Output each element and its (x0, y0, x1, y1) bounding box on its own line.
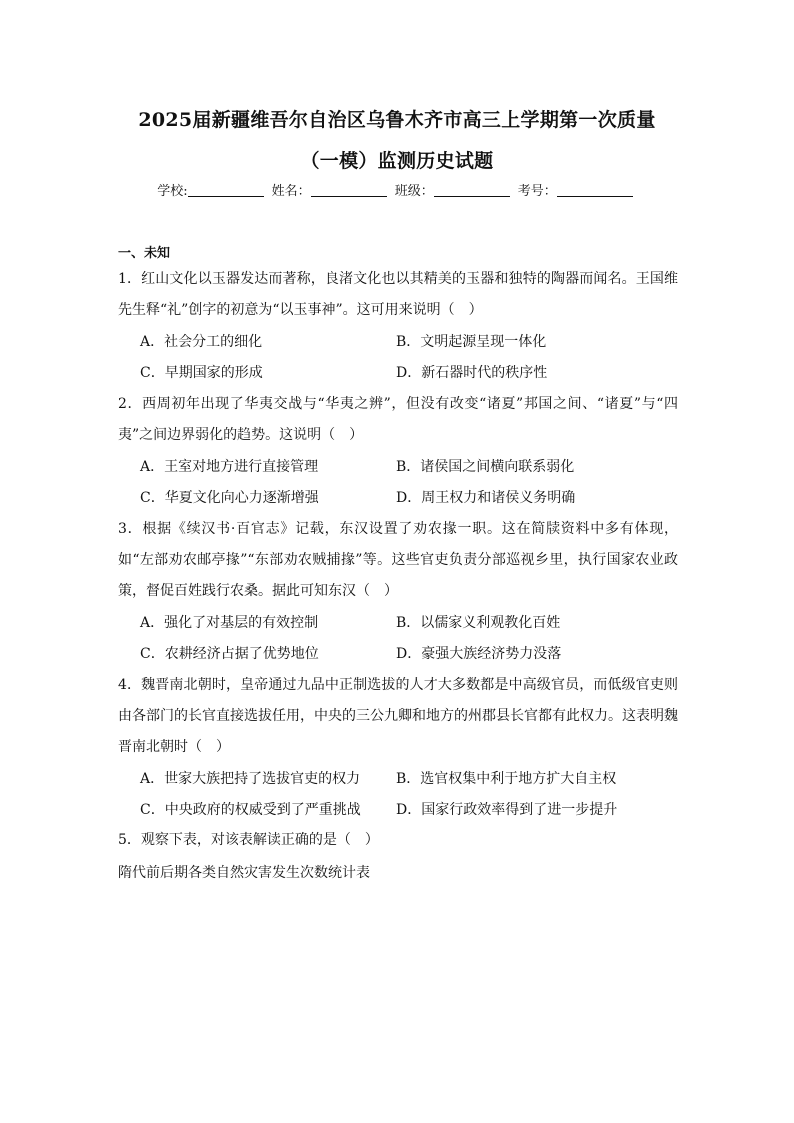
exam-number-field (518, 180, 637, 199)
question-3-stem: 3．根据《续汉书·百官志》记载，东汉设置了劝农掾一职。这在简牍资料中多有体现，如“左部劝农邮亭掾”“东部劝农贼捕掾”等。这些官吏负责分部巡视乡里，执行国家农业政策，督促百姓践行农桑。据此可知东汉（ ） (118, 521, 678, 599)
name-blank[interactable] (311, 184, 387, 197)
question-3-options-row2 (140, 643, 680, 663)
exam-title-line2: （一模）监测历史试题 (300, 150, 494, 172)
school-field (157, 180, 267, 199)
question-3-option-d[interactable]: D．豪强大族经济势力没落 (396, 646, 562, 662)
question-1-option-b[interactable]: B．文明起源呈现一体化 (396, 334, 547, 350)
section-heading: 一、未知 (118, 246, 171, 261)
question-1-option-a[interactable]: A．社会分工的细化 (140, 334, 263, 350)
question-1-option-c[interactable]: C．早期国家的形成 (140, 365, 263, 381)
question-1-options-row1 (140, 331, 680, 351)
class-field (395, 180, 514, 199)
question-2-option-c[interactable]: C．华夏文化向心力逐渐增强 (140, 490, 319, 506)
question-5-stem: 5．观察下表，对该表解读正确的是（ ） (118, 832, 379, 848)
exam-number-blank[interactable] (557, 184, 633, 197)
question-4-option-b[interactable]: B．选官权集中利于地方扩大自主权 (396, 771, 617, 787)
exam-title-line1: 2025届新疆维吾尔自治区乌鲁木齐市高三上学期第一次质量 (138, 109, 656, 131)
name-label: 姓名： (271, 184, 311, 199)
student-info-line (0, 180, 794, 199)
question-2-options-row1 (140, 456, 680, 476)
question-4-option-d[interactable]: D．国家行政效率得到了进一步提升 (396, 802, 618, 818)
question-3-option-c[interactable]: C．农耕经济占据了优势地位 (140, 646, 319, 662)
class-label: 班级： (394, 184, 434, 199)
question-2-stem: 2．西周初年出现了华夷交战与“华夷之辨”，但没有改变“诸夏”邦国之间、“诸夏”与“四夷”之间边界弱化的趋势。这说明（ ） (118, 396, 678, 443)
school-blank[interactable] (188, 184, 264, 197)
school-label: 学校: (157, 184, 188, 199)
question-2-option-a[interactable]: A．王室对地方进行直接管理 (140, 459, 319, 475)
question-3-option-a[interactable]: A．强化了对基层的有效控制 (140, 615, 319, 631)
question-1-options-row2 (140, 362, 680, 382)
class-blank[interactable] (434, 184, 510, 197)
exam-number-label: 考号： (517, 184, 557, 199)
question-4-stem: 4．魏晋南北朝时，皇帝通过九品中正制选拔的人才大多数都是中高级官员，而低级官吏则由各部门的长官直接选拔任用，中央的三公九卿和地方的州郡县长官都有此权力。这表明魏晋南北朝时（ ） (118, 677, 678, 755)
name-field (272, 180, 391, 199)
question-4-option-a[interactable]: A．世家大族把持了选拔官吏的权力 (140, 771, 361, 787)
question-4-options-row2 (140, 799, 680, 819)
question-2-option-d[interactable]: D．周王权力和诸侯义务明确 (396, 490, 576, 506)
question-1-stem: 1．红山文化以玉器发达而著称，良渚文化也以其精美的玉器和独特的陶器而闻名。王国维先生释“礼”创字的初意为“以玉事神”。这可用来说明（ ） (118, 271, 678, 318)
question-3-option-b[interactable]: B．以儒家义利观教化百姓 (396, 615, 561, 631)
table-caption: 隋代前后期各类自然灾害发生次数统计表 (118, 865, 370, 881)
question-4-option-c[interactable]: C．中央政府的权威受到了严重挑战 (140, 802, 361, 818)
question-3-options-row1 (140, 612, 680, 632)
question-4-options-row1 (140, 768, 680, 788)
question-2-options-row2 (140, 487, 680, 507)
question-2-option-b[interactable]: B．诸侯国之间横向联系弱化 (396, 459, 575, 475)
question-1-option-d[interactable]: D．新石器时代的秩序性 (396, 365, 548, 381)
